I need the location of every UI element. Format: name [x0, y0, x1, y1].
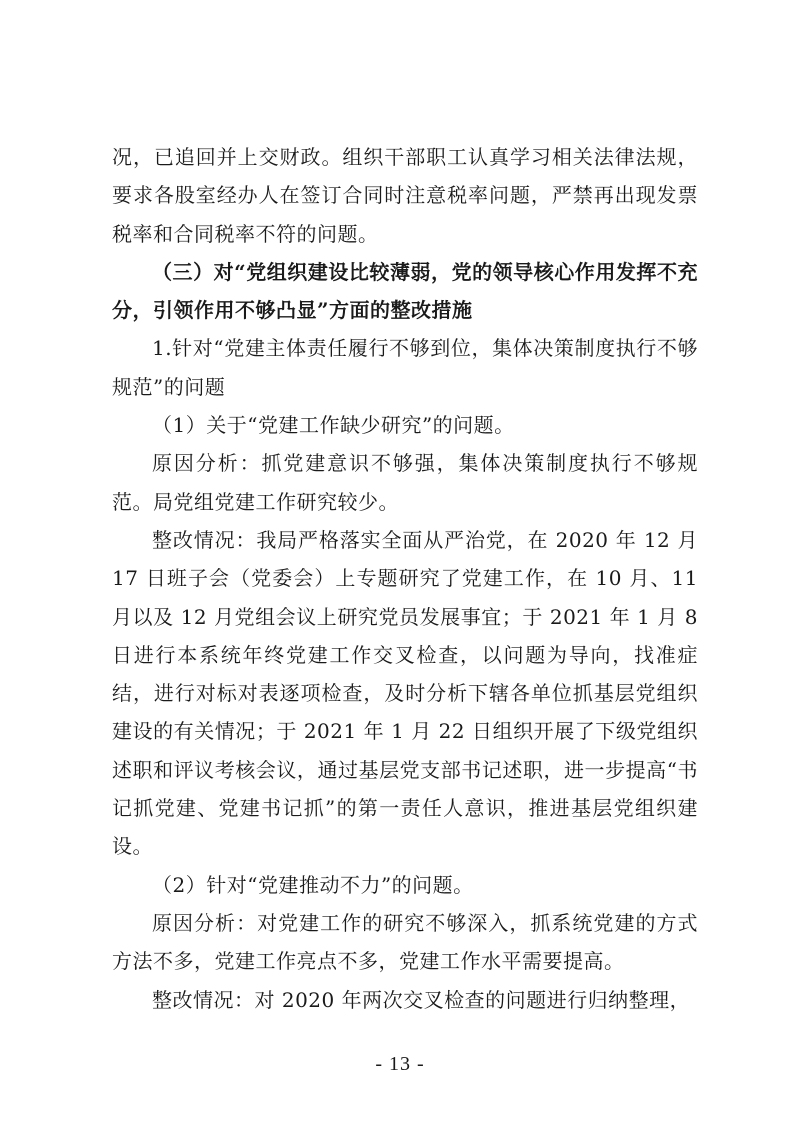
paragraph-rectification-1: 整改情况：我局严格落实全面从严治党，在 2020 年 12 月 17 日班子会（党委会）上专题研究了党建工作，在 10 月、11 月以及 12 月党组会议上研究党员发展事宜；于 2021 年 1 月 8 日进行本系统年终党建工作交叉检查，以问题为导向，找准症结，进行对标对表逐项检查，及时分析下辖各单位抓基层党组织建设的有关情况；于 2021 年 1 月 22 日组织开展了下级党组织述职和评议考核会议，通过基层党支部书记述职，进一步提高“书记抓党建、党建书记抓”的第一责任人意识，推进基层党组织建设。	[112, 527, 698, 859]
paragraph-continuation: 况，已追回并上交财政。组织干部职工认真学习相关法律法规，要求各股室经办人在签订合同时注意税率问题，严禁再出现发票税率和合同税率不符的问题。	[112, 145, 698, 246]
item-heading-2: （2）针对“党建推动不力”的问题。	[152, 872, 474, 897]
paragraph-cause-analysis-1: 原因分析：抓党建意识不够强，集体决策制度执行不够规范。局党组党建工作研究较少。	[112, 451, 698, 514]
section-heading-3: （三）对“党组织建设比较薄弱，党的领导核心作用发挥不充分，引领作用不够凸显”方面的整改措施	[112, 259, 698, 323]
sub-heading-1: 1.针对“党建主体责任履行不够到位，集体决策制度执行不够规范”的问题	[112, 336, 698, 399]
item-heading-1: （1）关于“党建工作缺少研究”的问题。	[152, 413, 515, 438]
document-body	[112, 138, 698, 1019]
paragraph-cause-analysis-2: 原因分析：对党建工作的研究不够深入，抓系统党建的方式方法不多，党建工作亮点不多，党建工作水平需要提高。	[112, 910, 698, 974]
page-number: - 13 -	[375, 1053, 425, 1075]
paragraph-rectification-2: 整改情况：对 2020 年两次交叉检查的问题进行归纳整理，	[152, 987, 691, 1012]
